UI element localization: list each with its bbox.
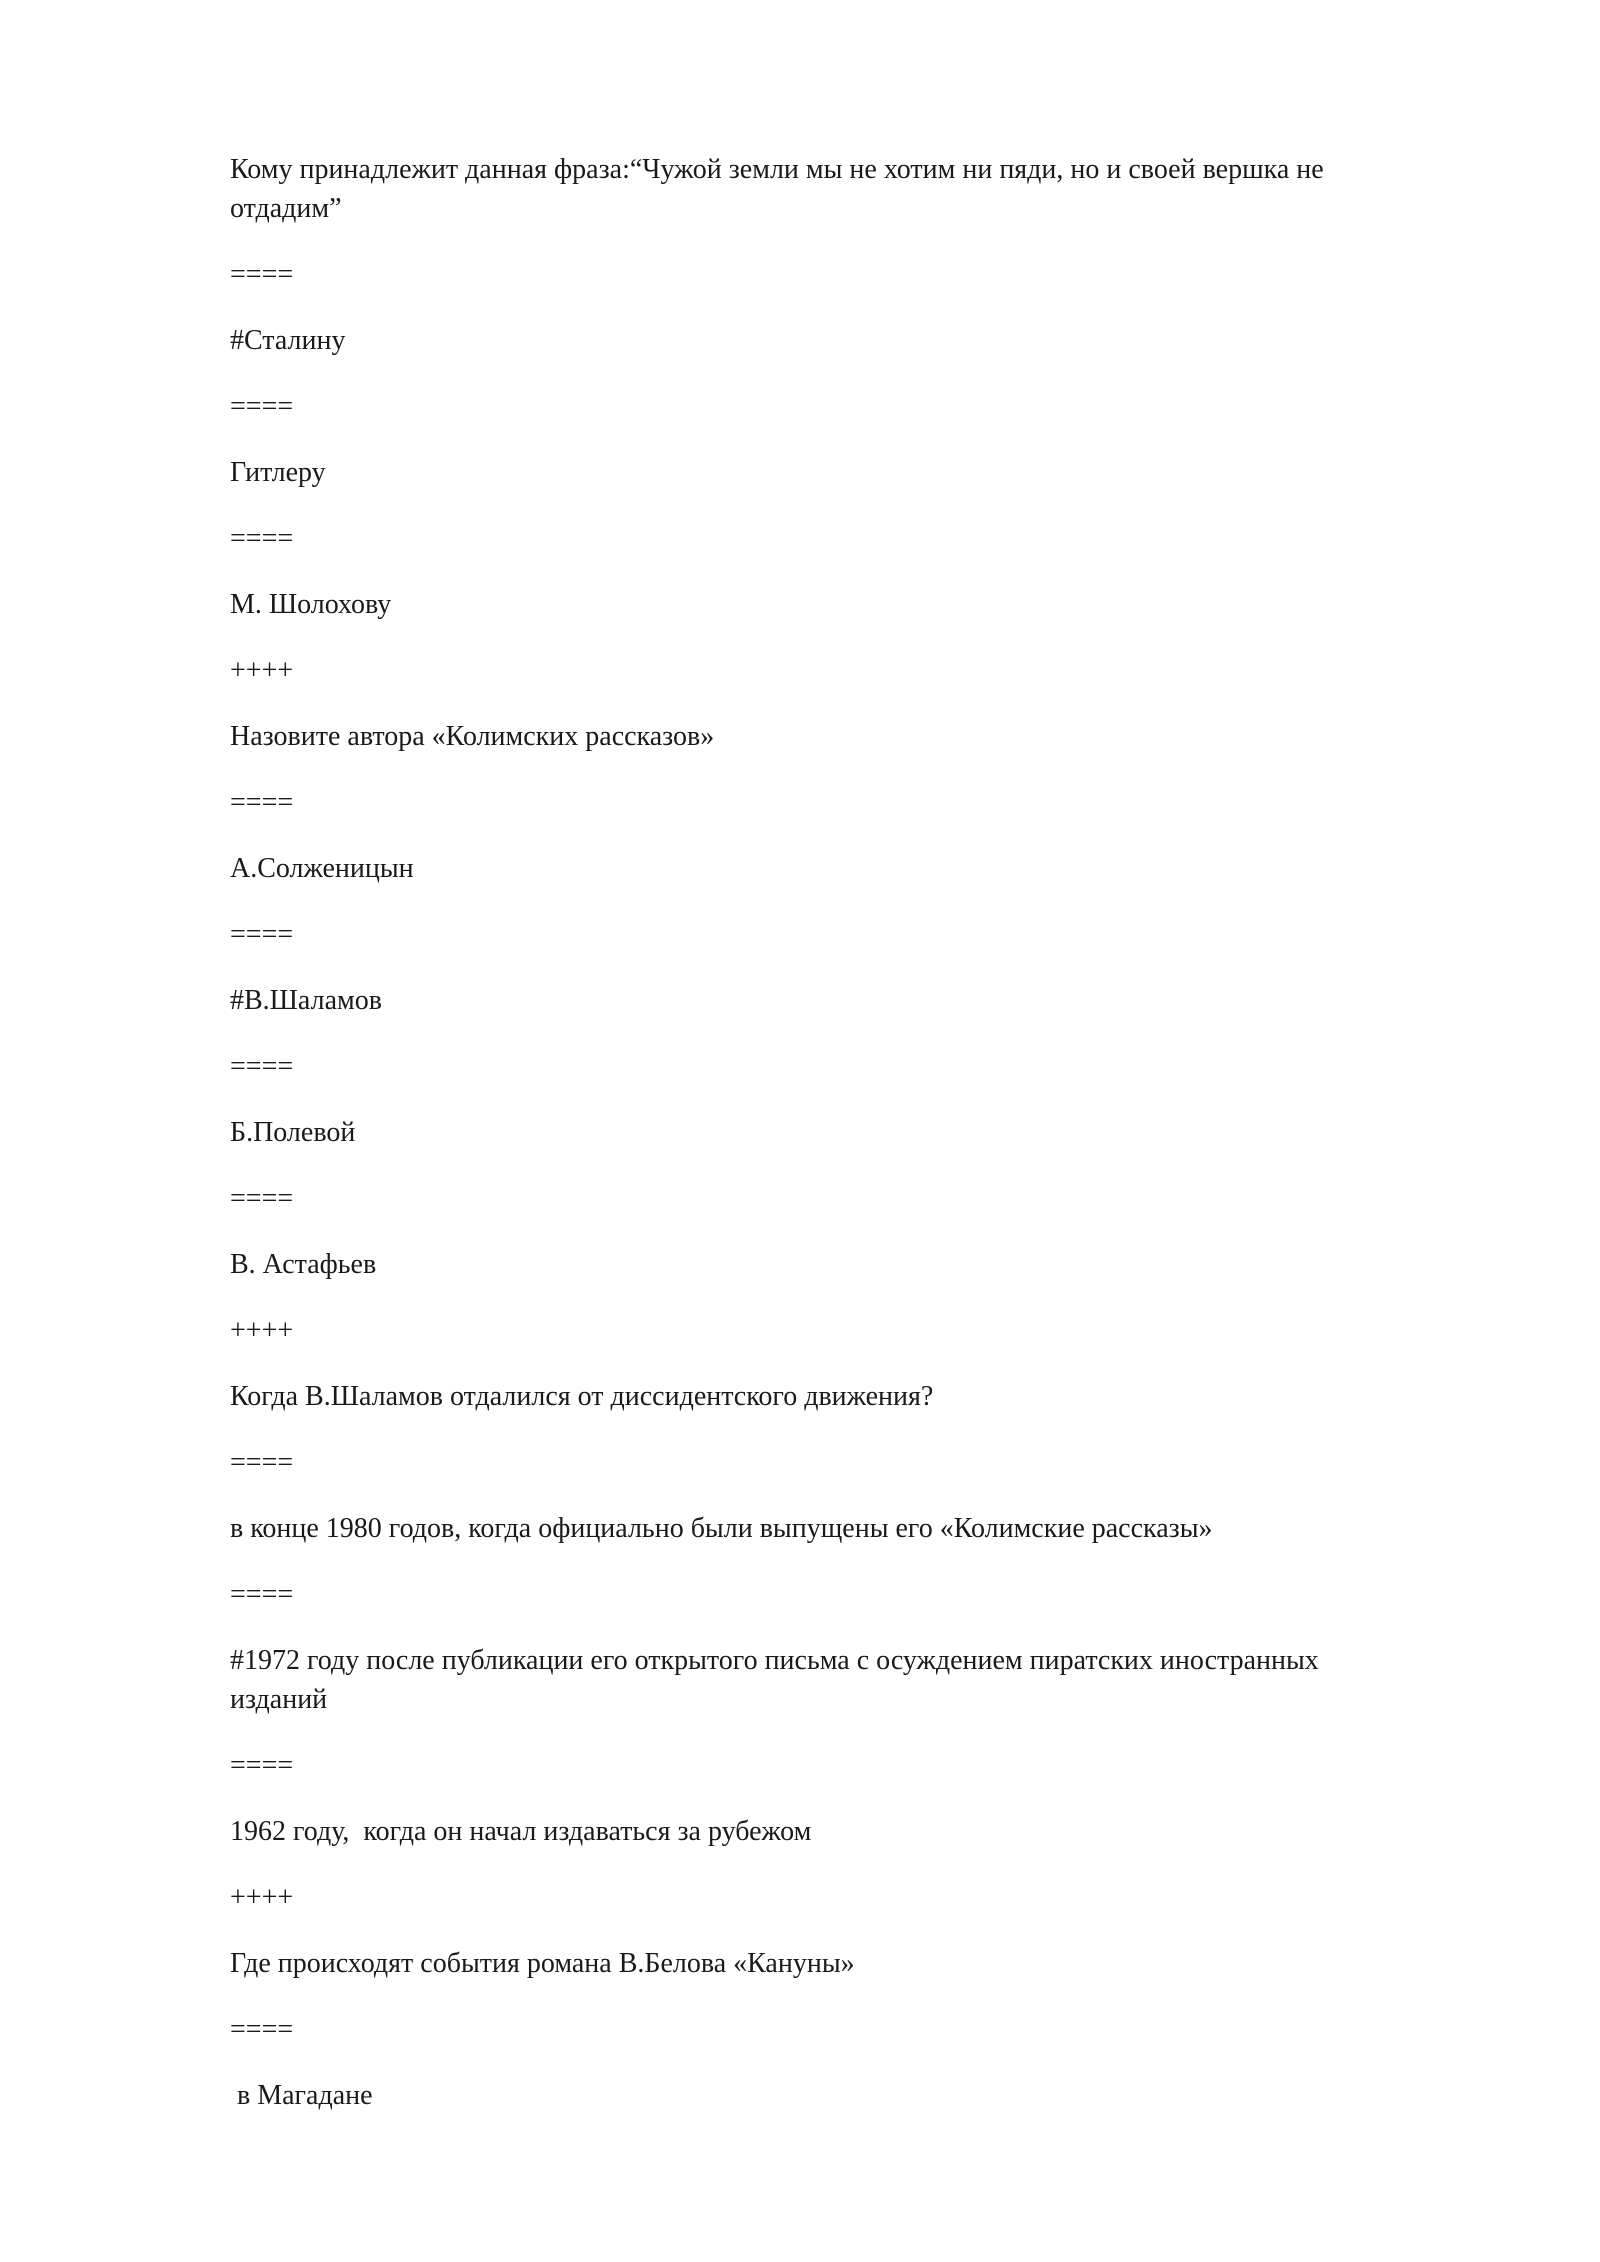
- question-text: Кому принадлежит данная фраза:“Чужой земли мы не хотим ни пяди, но и своей вершка не отдадим”: [230, 154, 1331, 224]
- question-separator: ++++: [230, 655, 294, 686]
- answer-option: #Сталину: [230, 325, 346, 356]
- question-text: Где происходят события романа В.Белова «Кануны»: [230, 1948, 855, 1979]
- answer-option: Б.Полевой: [230, 1117, 356, 1148]
- separator: ====: [230, 1579, 294, 1610]
- separator: ====: [230, 2014, 294, 2045]
- separator: ====: [230, 919, 294, 950]
- answer-option: Гитлеру: [230, 457, 326, 488]
- separator: ====: [230, 1750, 294, 1781]
- answer-option: #В.Шаламов: [230, 985, 382, 1016]
- separator: ====: [230, 787, 294, 818]
- separator: ====: [230, 1447, 294, 1478]
- answer-option: М. Шолохову: [230, 589, 392, 620]
- question-separator: ++++: [230, 1882, 294, 1913]
- answer-option: в Магадане: [230, 2080, 373, 2111]
- answer-option: В. Астафьев: [230, 1249, 377, 1280]
- question-separator: ++++: [230, 1315, 294, 1346]
- separator: ====: [230, 259, 294, 290]
- question-text: Когда В.Шаламов отдалился от диссидентского движения?: [230, 1381, 934, 1412]
- separator: ====: [230, 523, 294, 554]
- document-body: [230, 150, 1410, 2142]
- answer-option: 1962 году, когда он начал издаваться за рубежом: [230, 1816, 812, 1847]
- separator: ====: [230, 391, 294, 422]
- separator: ====: [230, 1183, 294, 1214]
- question-text: Назовите автора «Колимских рассказов»: [230, 721, 715, 752]
- answer-option: #1972 году после публикации его открытого письма с осуждением пиратских иностранных изданий: [230, 1645, 1326, 1715]
- separator: ====: [230, 1051, 294, 1082]
- answer-option: в конце 1980 годов, когда официально были выпущены его «Колимские рассказы»: [230, 1513, 1213, 1544]
- answer-option: А.Солженицын: [230, 853, 414, 884]
